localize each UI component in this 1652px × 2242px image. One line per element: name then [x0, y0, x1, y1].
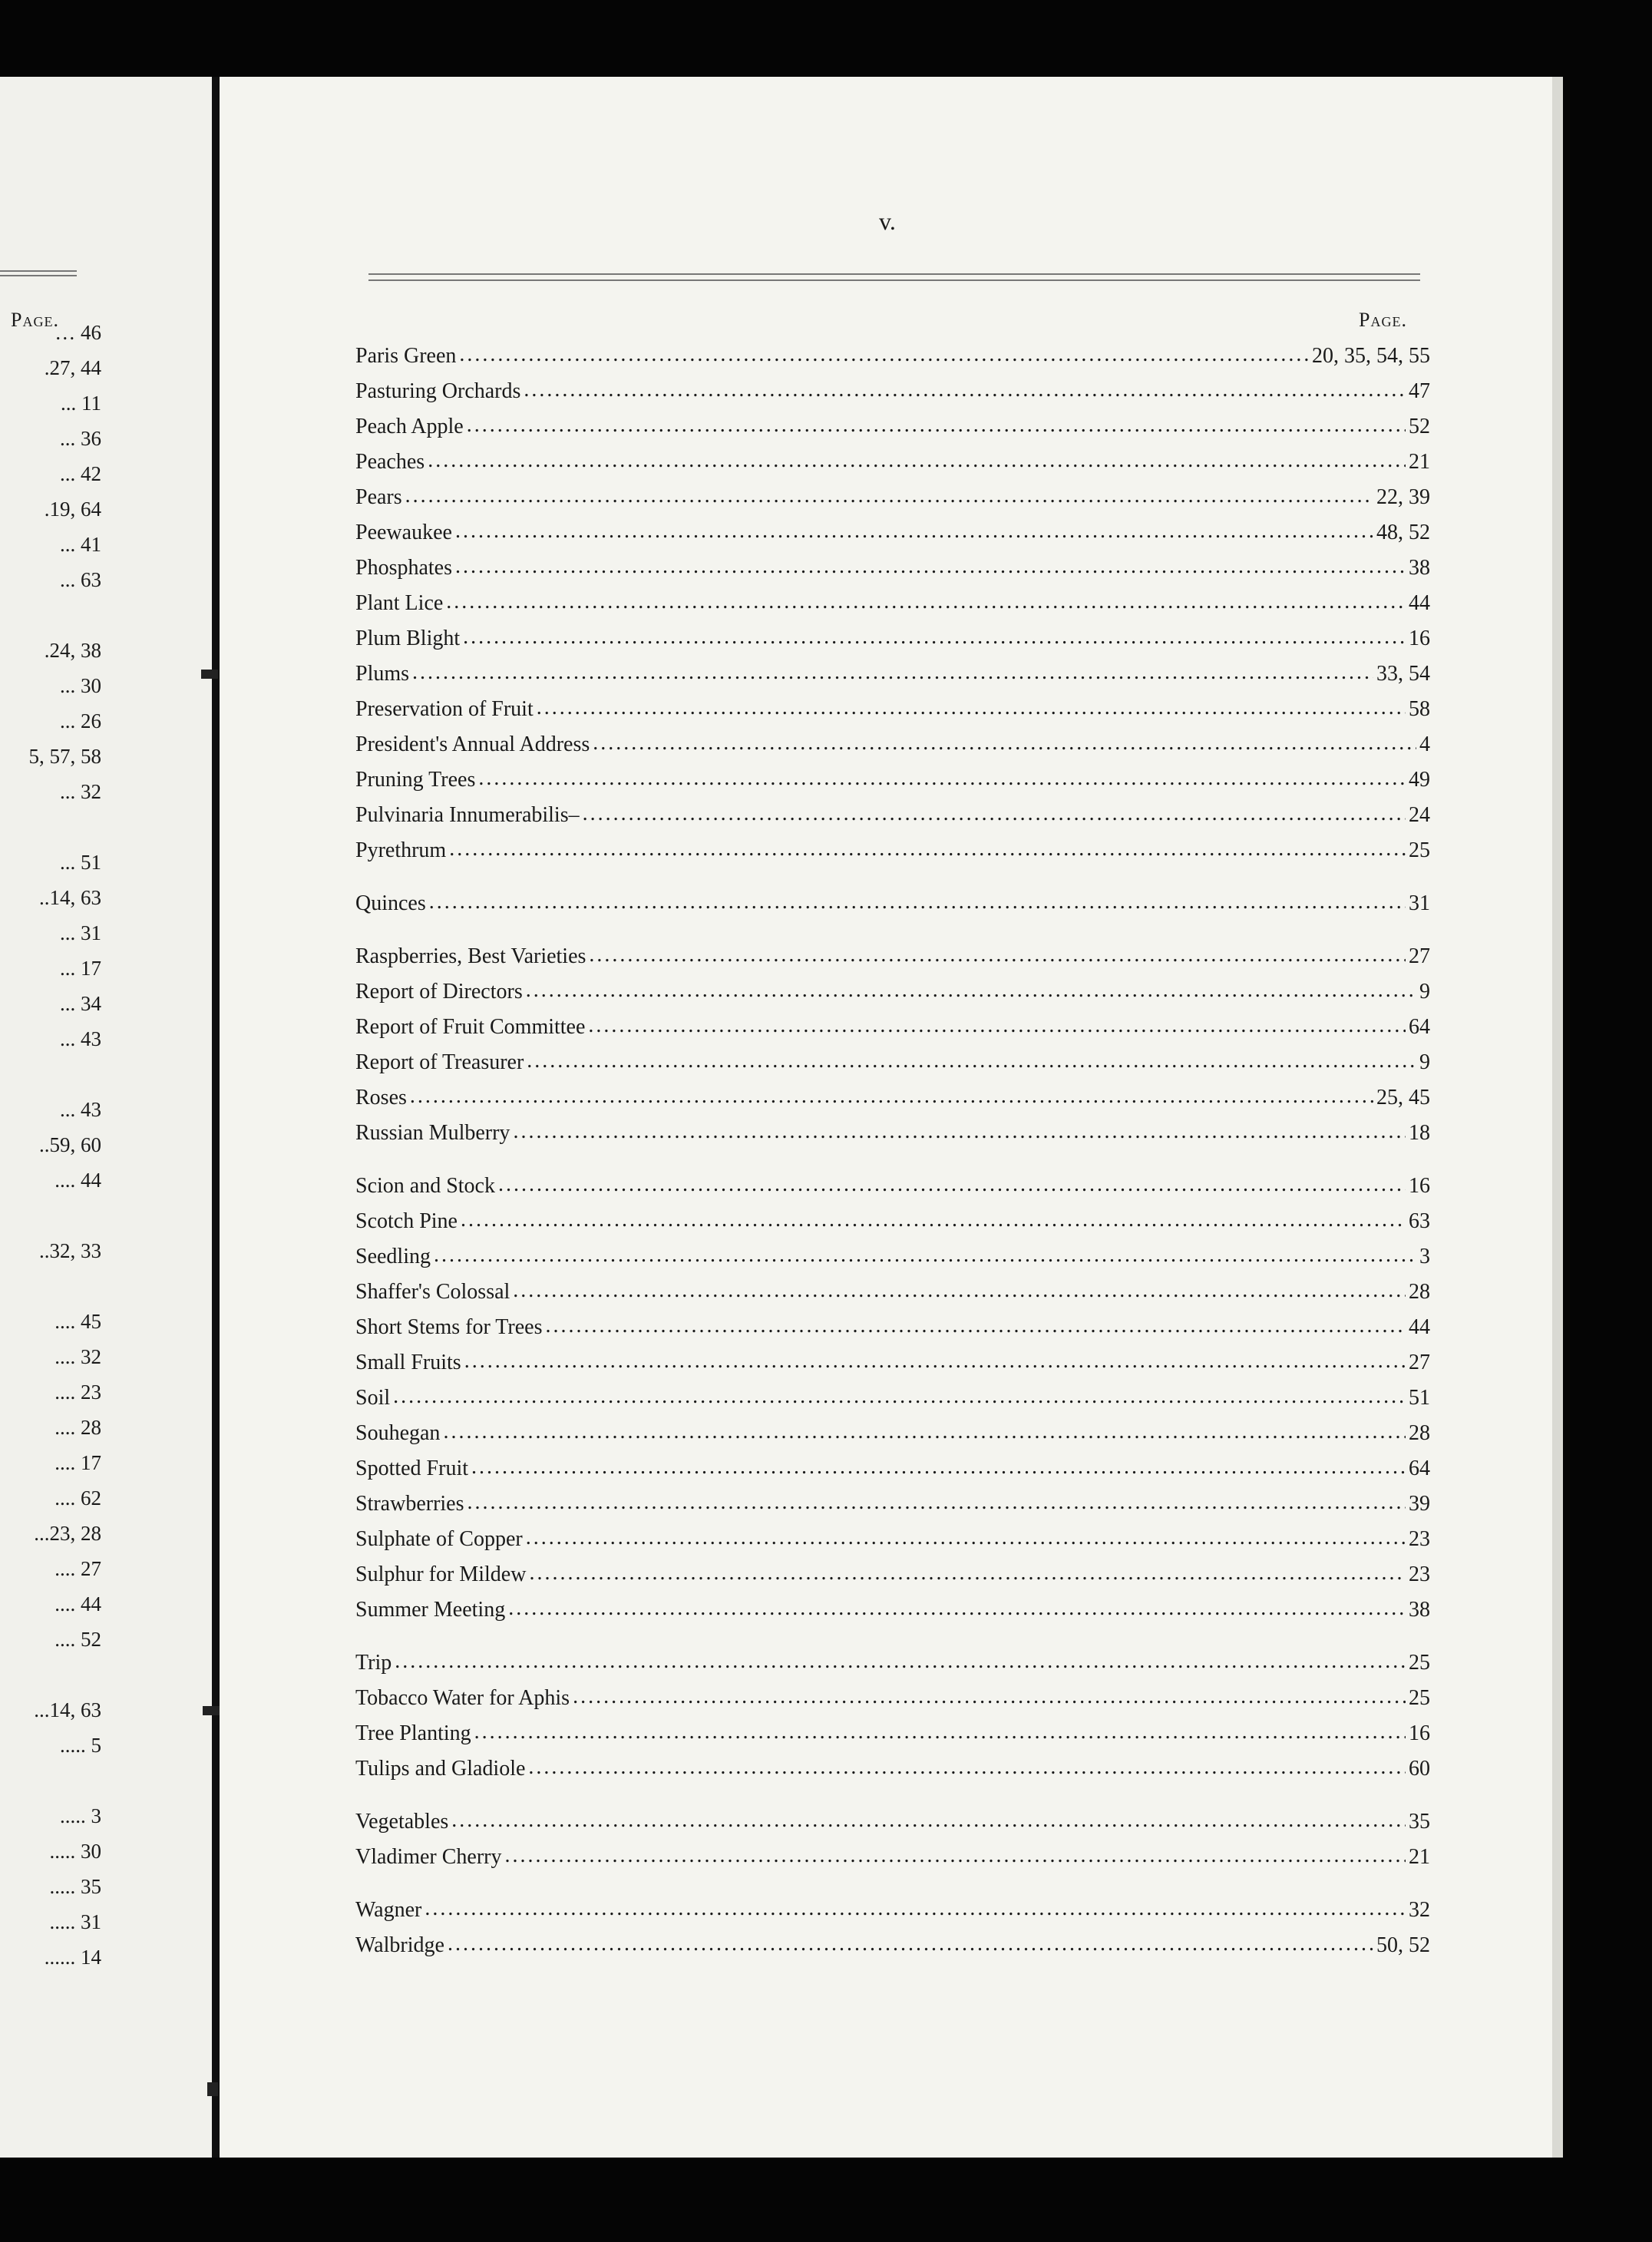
dot-leader	[446, 590, 1406, 614]
index-entry	[355, 1933, 1430, 1969]
left-index-row: ... 31	[60, 921, 101, 944]
left-index-row: .24, 38	[44, 639, 101, 662]
dot-leader	[464, 1349, 1406, 1374]
left-page-heading: Page.	[11, 309, 59, 331]
index-entry-pages: 16	[1409, 627, 1430, 650]
dot-leader	[455, 554, 1406, 579]
dot-leader	[537, 696, 1406, 720]
dot-leader	[429, 890, 1406, 914]
left-index-row: .... 44	[55, 1592, 101, 1615]
binding-mark	[207, 2082, 218, 2096]
index-entry-pages: 49	[1409, 768, 1430, 792]
index-entry	[355, 1686, 1430, 1721]
index-entry-title: Tulips and Gladiole	[355, 1757, 526, 1781]
index-entry-title: Summer Meeting	[355, 1598, 506, 1622]
index-entry-title: Report of Fruit Committee	[355, 1015, 586, 1039]
index-entry	[355, 1721, 1430, 1757]
index-entry-pages: 16	[1409, 1174, 1430, 1198]
left-index-row: ... 32	[60, 780, 101, 803]
index-entry-title: Preservation of Fruit	[355, 697, 534, 721]
dot-leader	[425, 1896, 1406, 1921]
dot-leader	[449, 837, 1406, 861]
index-entry-pages: 18	[1409, 1121, 1430, 1145]
left-index-row: .... 32	[55, 1345, 101, 1368]
index-entry-title: Quinces	[355, 891, 426, 915]
index-entry-title: Vegetables	[355, 1810, 449, 1834]
index-entry	[355, 1174, 1430, 1209]
dot-leader	[588, 1014, 1406, 1038]
index-entry-pages: 44	[1409, 1315, 1430, 1339]
index-entry	[355, 891, 1430, 927]
dot-leader	[508, 1596, 1406, 1621]
index-entry-pages: 38	[1409, 1598, 1430, 1622]
index-entry-pages: 64	[1409, 1015, 1430, 1039]
index-entry-title: President's Annual Address	[355, 732, 590, 756]
index-entry	[355, 732, 1430, 768]
index-entry	[355, 521, 1430, 556]
index-entry	[355, 591, 1430, 627]
index-entry-pages: 31	[1409, 891, 1430, 915]
dot-leader	[505, 1844, 1406, 1868]
left-index-row: .... 44	[55, 1169, 101, 1192]
index-entry-pages: 52	[1409, 415, 1430, 438]
dot-leader	[443, 1420, 1406, 1444]
dot-leader	[524, 378, 1406, 402]
dot-leader	[468, 1490, 1406, 1515]
index-entry-pages: 47	[1409, 379, 1430, 403]
left-index-row: ... 26	[60, 709, 101, 732]
index-entry-pages: 28	[1409, 1421, 1430, 1445]
left-index-row: .... 27	[55, 1557, 101, 1580]
index-entry	[355, 1527, 1430, 1562]
index-entry	[355, 1280, 1430, 1315]
index-entry-title: Seedling	[355, 1245, 431, 1268]
index-entry	[355, 768, 1430, 803]
dot-leader	[448, 1932, 1373, 1956]
left-index-row: .... 17	[55, 1451, 101, 1474]
left-index-row: ...... 14	[44, 1946, 101, 1969]
left-index-row: ... 11	[61, 392, 101, 415]
left-index-row: .... 23	[55, 1381, 101, 1404]
dot-leader	[474, 1720, 1406, 1744]
dot-leader	[463, 625, 1406, 650]
dot-leader	[527, 1049, 1416, 1073]
index-entry-pages: 63	[1409, 1209, 1430, 1233]
index-entry	[355, 1757, 1430, 1792]
index-entry-title: Roses	[355, 1086, 407, 1109]
index-entry-title: Report of Directors	[355, 980, 523, 1004]
index-entry-title: Scotch Pine	[355, 1209, 458, 1233]
index-entry	[355, 1015, 1430, 1050]
page-edge	[1552, 77, 1563, 2158]
index-entry-title: Paris Green	[355, 344, 457, 368]
index-entry-pages: 27	[1409, 944, 1430, 968]
index-entry	[355, 415, 1430, 450]
left-index-row: ..... 5	[60, 1734, 101, 1757]
index-entry-pages: 23	[1409, 1527, 1430, 1551]
index-entry	[355, 1351, 1430, 1386]
binding-mark	[203, 1706, 220, 1715]
index-entry-pages: 51	[1409, 1386, 1430, 1410]
index-entry	[355, 485, 1430, 521]
index-entry-title: Souhegan	[355, 1421, 441, 1445]
index-entry-pages: 20, 35, 54, 55	[1312, 344, 1430, 368]
index-entry-title: Pears	[355, 485, 402, 509]
dot-leader	[471, 1455, 1406, 1480]
index-entry	[355, 1245, 1430, 1280]
index-entry-title: Short Stems for Trees	[355, 1315, 543, 1339]
header-rule	[368, 273, 1420, 275]
index-entry-pages: 9	[1419, 980, 1430, 1004]
index-entry	[355, 1598, 1430, 1633]
left-index-row: ... 43	[60, 1098, 101, 1121]
left-index-row: .... 45	[55, 1310, 101, 1333]
index-entry	[355, 803, 1430, 838]
index-entry	[355, 1562, 1430, 1598]
index-entry-title: Sulphate of Copper	[355, 1527, 523, 1551]
left-index-row: 5, 57, 58	[28, 745, 101, 768]
index-entry	[355, 450, 1430, 485]
index-entry-pages: 3	[1419, 1245, 1430, 1268]
index-entry-title: Phosphates	[355, 556, 452, 580]
index-entry	[355, 1086, 1430, 1121]
left-index-row: ... 41	[60, 533, 101, 556]
left-index-row: … 46	[55, 321, 101, 344]
index-entry	[355, 1810, 1430, 1845]
left-index-row: .... 28	[55, 1416, 101, 1439]
index-entry	[355, 697, 1430, 732]
index-entry	[355, 627, 1430, 662]
dot-leader	[589, 943, 1406, 967]
left-index-row: ..59, 60	[39, 1133, 101, 1156]
index-entry	[355, 556, 1430, 591]
left-index-row: ..... 3	[60, 1804, 101, 1827]
binding-mark	[201, 670, 218, 679]
index-entry	[355, 944, 1430, 980]
index-entry-title: Peewaukee	[355, 521, 452, 544]
index-entry-pages: 60	[1409, 1757, 1430, 1781]
index-entry-title: Tree Planting	[355, 1721, 471, 1745]
index-entry-title: Shaffer's Colossal	[355, 1280, 510, 1304]
dot-leader	[459, 342, 1309, 367]
index-entry-pages: 50, 52	[1376, 1933, 1430, 1957]
index-entry-pages: 21	[1409, 450, 1430, 474]
left-index-row: ... 30	[60, 674, 101, 697]
left-index-row: ... 42	[60, 462, 101, 485]
index-entry-title: Soil	[355, 1386, 391, 1410]
index-entry-title: Pulvinaria Innumerabilis–	[355, 803, 580, 827]
index-entry-title: Wagner	[355, 1898, 422, 1922]
dot-leader	[526, 978, 1416, 1003]
dot-leader	[428, 448, 1406, 473]
index-entry	[355, 662, 1430, 697]
left-index-row: ...14, 63	[34, 1698, 101, 1721]
index-entry-pages: 4	[1419, 732, 1430, 756]
index-entry	[355, 344, 1430, 379]
left-index-row: ... 34	[60, 992, 101, 1015]
index-entry	[355, 1209, 1430, 1245]
left-index-row: ..32, 33	[39, 1239, 101, 1262]
index-entry-pages: 64	[1409, 1457, 1430, 1480]
left-index-row: ... 36	[60, 427, 101, 450]
index-list	[355, 344, 1430, 1969]
index-entry-title: Small Fruits	[355, 1351, 461, 1374]
dot-leader	[526, 1526, 1406, 1550]
index-entry-title: Pruning Trees	[355, 768, 476, 792]
dot-leader	[528, 1755, 1406, 1780]
index-entry-title: Plums	[355, 662, 410, 686]
dot-leader	[412, 660, 1373, 685]
index-entry	[355, 379, 1430, 415]
book-spine	[212, 77, 220, 2158]
dot-leader	[467, 413, 1406, 438]
left-index-row: ..... 35	[49, 1875, 101, 1898]
index-entry	[355, 1651, 1430, 1686]
index-entry-pages: 48, 52	[1376, 521, 1430, 544]
left-index-row: ...23, 28	[34, 1522, 101, 1545]
index-entry-title: Russian Mulberry	[355, 1121, 510, 1145]
left-index-row: ... 43	[60, 1027, 101, 1050]
index-entry-title: Tobacco Water for Aphis	[355, 1686, 570, 1710]
index-entry-pages: 22, 39	[1376, 485, 1430, 509]
index-entry-title: Walbridge	[355, 1933, 444, 1957]
index-entry-pages: 58	[1409, 697, 1430, 721]
index-entry-title: Trip	[355, 1651, 392, 1675]
index-entry-pages: 25	[1409, 838, 1430, 862]
dot-leader	[593, 731, 1416, 756]
index-entry-pages: 21	[1409, 1845, 1430, 1869]
dot-leader	[393, 1384, 1406, 1409]
dot-leader	[583, 802, 1406, 826]
page-number: v.	[879, 207, 896, 235]
index-entry	[355, 1492, 1430, 1527]
index-entry-pages: 35	[1409, 1810, 1430, 1834]
index-entry	[355, 1315, 1430, 1351]
index-entry-pages: 16	[1409, 1721, 1430, 1745]
index-entry-pages: 27	[1409, 1351, 1430, 1374]
left-index-row: .... 62	[55, 1486, 101, 1510]
dot-leader	[545, 1314, 1406, 1338]
dot-leader	[395, 1649, 1406, 1674]
page-column-heading: Page.	[1359, 309, 1407, 331]
dot-leader	[451, 1808, 1406, 1833]
index-entry-pages: 9	[1419, 1050, 1430, 1074]
index-entry-pages: 25, 45	[1376, 1086, 1430, 1109]
index-entry	[355, 1386, 1430, 1421]
index-entry-pages: 44	[1409, 591, 1430, 615]
index-entry-pages: 38	[1409, 556, 1430, 580]
dot-leader	[573, 1685, 1406, 1709]
left-index-row: ... 63	[60, 568, 101, 591]
left-index-row: ..... 31	[49, 1910, 101, 1933]
index-entry-title: Scion and Stock	[355, 1174, 495, 1198]
index-entry	[355, 1421, 1430, 1457]
dot-leader	[498, 1172, 1406, 1197]
index-entry-pages: 32	[1409, 1898, 1430, 1922]
dot-leader	[455, 519, 1373, 544]
index-entry-title: Pasturing Orchards	[355, 379, 521, 403]
dot-leader	[434, 1243, 1416, 1268]
left-header-rule	[0, 270, 77, 272]
index-entry	[355, 1845, 1430, 1880]
left-header-rule	[0, 275, 77, 276]
dot-leader	[461, 1208, 1406, 1232]
index-entry-pages: 25	[1409, 1686, 1430, 1710]
index-entry-title: Vladimer Cherry	[355, 1845, 502, 1869]
index-entry-pages: 28	[1409, 1280, 1430, 1304]
index-entry-title: Plant Lice	[355, 591, 444, 615]
dot-leader	[410, 1084, 1373, 1109]
index-entry	[355, 1121, 1430, 1156]
index-entry-pages: 39	[1409, 1492, 1430, 1516]
left-index-row: .... 52	[55, 1628, 101, 1651]
index-entry-title: Strawberries	[355, 1492, 464, 1516]
left-index-row: ..... 30	[49, 1840, 101, 1863]
index-entry	[355, 1050, 1430, 1086]
dot-leader	[513, 1119, 1406, 1144]
dot-leader	[405, 484, 1373, 508]
index-entry	[355, 980, 1430, 1015]
index-entry-title: Spotted Fruit	[355, 1457, 469, 1480]
index-entry	[355, 1898, 1430, 1933]
index-entry-pages: 23	[1409, 1562, 1430, 1586]
index-entry-title: Peaches	[355, 450, 425, 474]
index-entry-pages: 24	[1409, 803, 1430, 827]
index-entry-pages: 25	[1409, 1651, 1430, 1675]
index-entry-title: Sulphur for Mildew	[355, 1562, 527, 1586]
index-entry	[355, 838, 1430, 874]
dot-leader	[513, 1278, 1406, 1303]
left-index-row: .27, 44	[44, 356, 101, 379]
left-index-row: ... 51	[60, 851, 101, 874]
index-entry-title: Report of Treasurer	[355, 1050, 524, 1074]
index-entry-title: Pyrethrum	[355, 838, 447, 862]
left-index-row: ..14, 63	[39, 886, 101, 909]
dot-leader	[478, 766, 1406, 791]
dot-leader	[529, 1561, 1406, 1586]
left-index-row: .19, 64	[44, 498, 101, 521]
index-entry-title: Peach Apple	[355, 415, 464, 438]
index-entry-title: Plum Blight	[355, 627, 461, 650]
index-entry-pages: 33, 54	[1376, 662, 1430, 686]
left-index-row: ... 17	[60, 957, 101, 980]
index-entry	[355, 1457, 1430, 1492]
header-rule	[368, 279, 1420, 281]
index-entry-title: Raspberries, Best Varieties	[355, 944, 586, 968]
